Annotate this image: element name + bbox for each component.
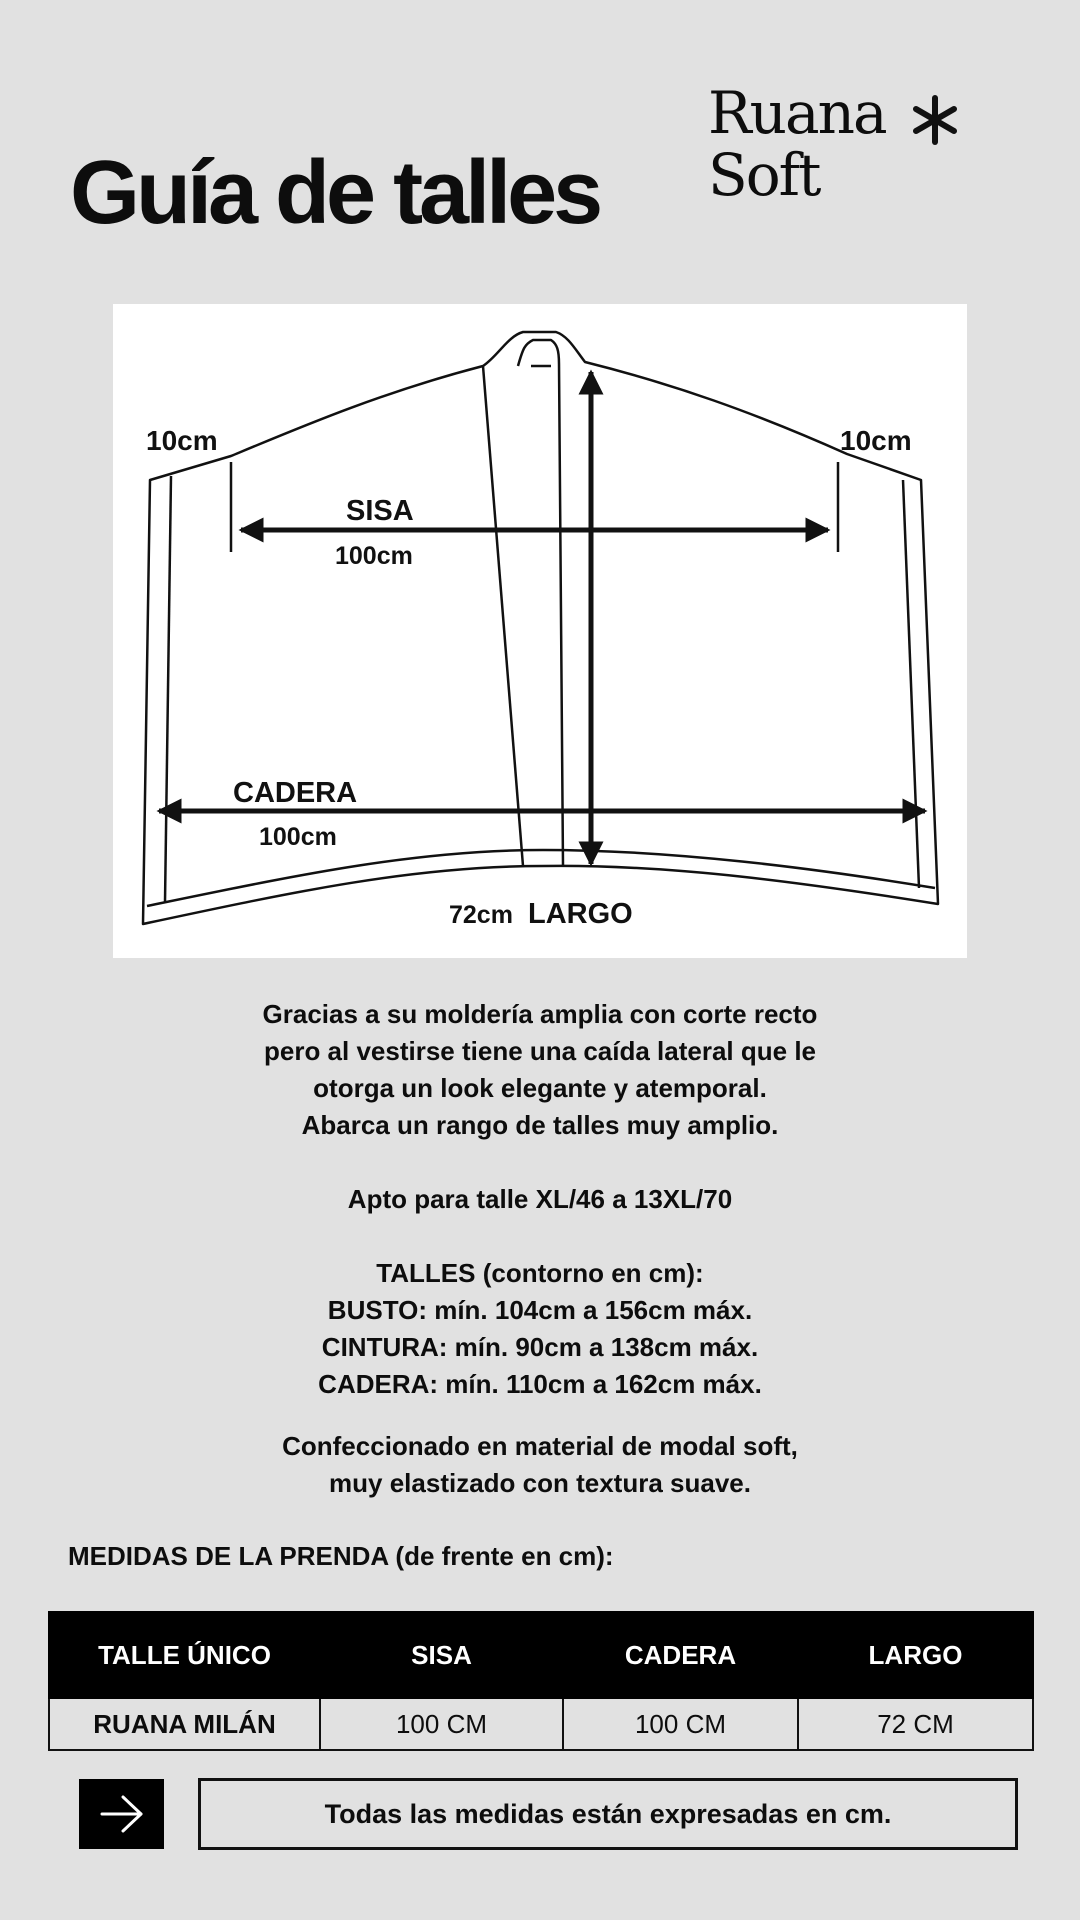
sizes-line: CADERA: mín. 110cm a 162cm máx. (318, 1369, 762, 1399)
description-material (140, 1428, 940, 1502)
sizes-line: CINTURA: mín. 90cm a 138cm máx. (321, 1332, 759, 1362)
table-cell: 100 CM (563, 1698, 798, 1750)
arrow-right-icon (99, 1794, 145, 1834)
cadera-label: CADERA (233, 777, 358, 809)
cadera-value: 100cm (259, 823, 337, 851)
material-line: muy elastizado con textura suave. (329, 1468, 751, 1498)
table-cell: 100 CM (320, 1698, 563, 1750)
description-line: otorga un look elegante y atemporal. (313, 1073, 767, 1103)
largo-label: LARGO (528, 898, 633, 930)
sisa-value: 100cm (335, 542, 413, 570)
sizes-line: BUSTO: mín. 104cm a 156cm máx. (327, 1295, 753, 1325)
column-header: SISA (320, 1612, 563, 1698)
column-header: CADERA (563, 1612, 798, 1698)
measures-table (48, 1611, 1034, 1751)
material-line: Confeccionado en material de modal soft, (282, 1431, 798, 1461)
table-header-row (49, 1612, 1033, 1698)
garment-diagram (113, 304, 967, 958)
right-shoulder-label: 10cm (840, 425, 912, 456)
column-header: TALLE ÚNICO (49, 1612, 320, 1698)
arrow-button[interactable] (79, 1779, 164, 1849)
measures-heading: MEDIDAS DE LA PRENDA (de frente en cm): (68, 1541, 614, 1571)
asterisk-icon (905, 90, 965, 150)
description-line: Gracias a su moldería amplia con corte recto (262, 999, 818, 1029)
brand-logo (708, 79, 886, 209)
description-line: pero al vestirse tiene una caída lateral que le (263, 1036, 817, 1066)
table-cell: RUANA MILÁN (49, 1698, 320, 1750)
column-header: LARGO (798, 1612, 1033, 1698)
table-row (49, 1698, 1033, 1750)
left-shoulder-label: 10cm (146, 425, 218, 456)
table-cell: 72 CM (798, 1698, 1033, 1750)
page-title: Guía de talles (70, 143, 600, 243)
description-line: Abarca un rango de talles muy amplio. (301, 1110, 779, 1140)
description-fit (140, 1181, 940, 1218)
fit-line: Apto para talle XL/46 a 13XL/70 (347, 1184, 733, 1214)
sisa-label: SISA (346, 495, 414, 527)
largo-value: 72cm (449, 901, 513, 929)
description-sizes (140, 1255, 940, 1403)
brand-line-2: Soft (708, 141, 820, 209)
description-intro (140, 996, 940, 1144)
units-note: Todas las medidas están expresadas en cm. (198, 1778, 1018, 1850)
sizes-line: TALLES (contorno en cm): (376, 1258, 704, 1288)
brand-line-1: Ruana (708, 79, 886, 147)
